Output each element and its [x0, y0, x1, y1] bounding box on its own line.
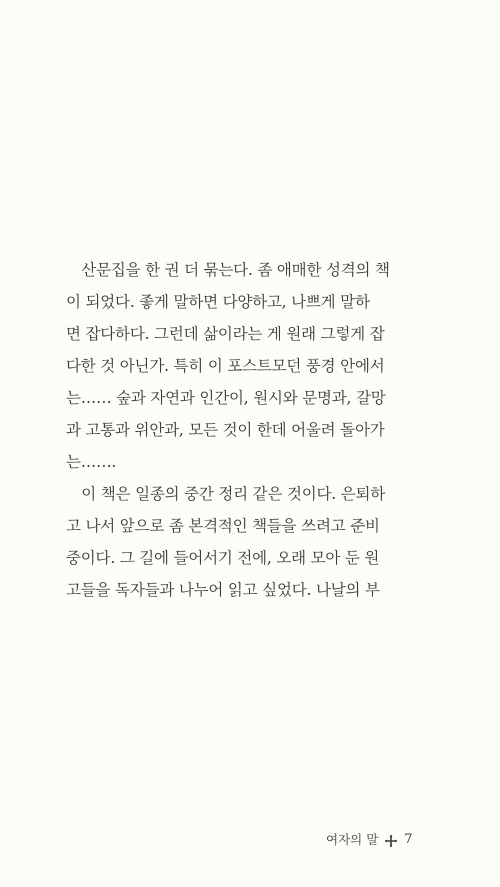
text-line: 중이다. 그 길에 들어서기 전에, 오래 모아 둔 원 [66, 549, 380, 567]
text-line: 고 나서 앞으로 좀 본격적인 책들을 쓰려고 준비 [66, 517, 380, 535]
cross-ornament-icon [384, 833, 398, 847]
text-line: 산문집을 한 권 더 묶는다. 좀 애매한 성격의 책 [66, 261, 390, 279]
text-line: 다한 것 아닌가. 특히 이 포스트모던 풍경 안에서 [66, 357, 385, 375]
text-line: 는……. [66, 453, 117, 471]
text-line: 이 책은 일종의 중간 정리 같은 것이다. 은퇴하 [66, 485, 386, 503]
page-number: 7 [404, 832, 413, 847]
section-title: 여자의 말 [326, 832, 379, 847]
text-line: 면 잡다하다. 그런데 삶이라는 게 원래 그렇게 잡 [66, 325, 385, 343]
body-text [66, 254, 438, 606]
text-line: 고들을 독자들과 나누어 읽고 싶었다. 나날의 부 [66, 581, 380, 599]
text-line: 이 되었다. 좋게 말하면 다양하고, 나쁘게 말하 [66, 293, 370, 311]
text-line: 는…… 숲과 자연과 인간이, 원시와 문명과, 갈망 [66, 389, 386, 407]
running-footer [326, 829, 413, 851]
text-line: 과 고통과 위안과, 모든 것이 한데 어울려 돌아가 [66, 421, 385, 439]
